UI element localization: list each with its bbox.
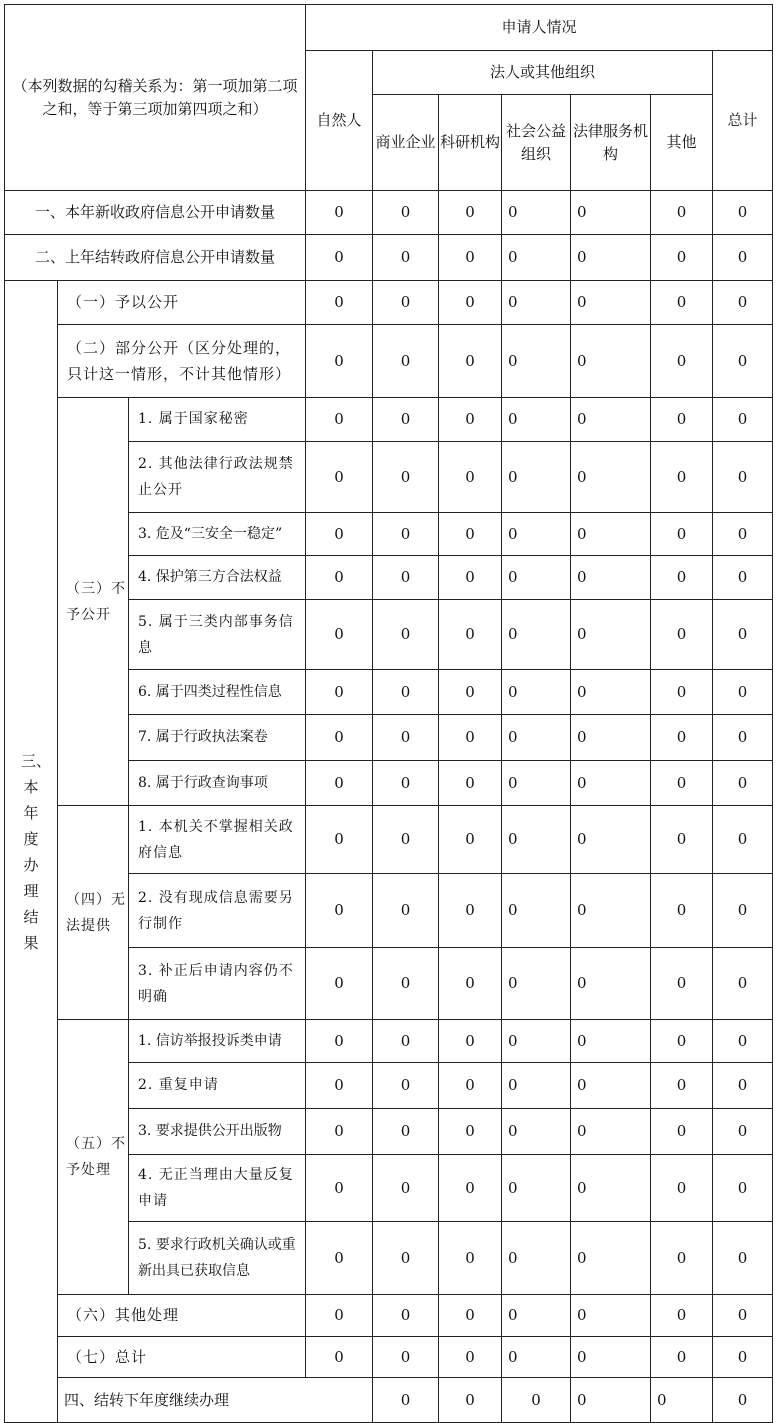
table-row: 4. 保护第三方合法权益 0 0 0 0 0 0 0 <box>5 556 773 600</box>
table-row: （五）不予处理 1. 信访举报投诉类申请 0 0 0 0 0 0 0 <box>5 1020 773 1063</box>
table-row: （四）无法提供 1. 本机关不掌握相关政府信息 0 0 0 0 0 0 0 <box>5 806 773 874</box>
row-label: 四、结转下年度继续办理 <box>58 1378 373 1423</box>
header-applicant-situation: 申请人情况 <box>306 5 773 51</box>
group-3-label: （三）不予公开 <box>58 398 129 806</box>
table-row: 三、本年度办理结果 （一）予以公开 0 0 0 0 0 0 0 <box>5 281 773 325</box>
header-legal-services: 法律服务机构 <box>571 95 651 191</box>
header-research: 科研机构 <box>439 95 502 191</box>
header-total: 总计 <box>713 51 773 191</box>
row-label: （一）予以公开 <box>58 281 306 325</box>
table-row: 4. 无正当理由大量反复申请 0 0 0 0 0 0 0 <box>5 1155 773 1222</box>
table-row: 四、结转下年度继续办理 0 0 0 0 0 0 <box>5 1378 773 1423</box>
table-row: 8. 属于行政查询事项 0 0 0 0 0 0 0 <box>5 761 773 806</box>
table-row: （二）部分公开（区分处理的，只计这一情形，不计其他情形） 0 0 0 0 0 0 0 <box>5 325 773 398</box>
table-row: （六）其他处理 0 0 0 0 0 0 0 <box>5 1295 773 1337</box>
table-row: 3. 危及“三安全一稳定” 0 0 0 0 0 0 0 <box>5 513 773 556</box>
group-4-label: （四）无法提供 <box>58 806 129 1020</box>
table-row: （七）总计 0 0 0 0 0 0 0 <box>5 1337 773 1378</box>
table-row: 5. 要求行政机关确认或重新出具已获取信息 0 0 0 0 0 0 0 <box>5 1222 773 1295</box>
table-row: 7. 属于行政执法案卷 0 0 0 0 0 0 0 <box>5 715 773 761</box>
row-label: （七）总计 <box>58 1337 306 1378</box>
header-commercial: 商业企业 <box>373 95 439 191</box>
table-row: 二、上年结转政府信息公开申请数量 0 0 0 0 0 0 0 <box>5 235 773 281</box>
group-5-label: （五）不予处理 <box>58 1020 129 1295</box>
gov-info-disclosure-table <box>4 4 773 1423</box>
table-row: 3. 补正后申请内容仍不明确 0 0 0 0 0 0 0 <box>5 948 773 1020</box>
table-row: 3. 要求提供公开出版物 0 0 0 0 0 0 0 <box>5 1109 773 1155</box>
row-label: （六）其他处理 <box>58 1295 306 1337</box>
section-3-label: 三、本年度办理结果 <box>5 281 58 1423</box>
header-legal-orgs: 法人或其他组织 <box>373 51 713 95</box>
table-row: 一、本年新收政府信息公开申请数量 0 0 0 0 0 0 0 <box>5 191 773 235</box>
row-label: （二）部分公开（区分处理的，只计这一情形，不计其他情形） <box>58 325 306 398</box>
header-other: 其他 <box>651 95 713 191</box>
header-note: （本列数据的勾稽关系为：第一项加第二项之和，等于第三项加第四项之和） <box>5 5 306 191</box>
table-row: 2. 没有现成信息需要另行制作 0 0 0 0 0 0 0 <box>5 874 773 948</box>
table-row: 2. 其他法律行政法规禁止公开 0 0 0 0 0 0 0 <box>5 442 773 513</box>
header-natural-person: 自然人 <box>306 51 373 191</box>
table-row: 2. 重复申请 0 0 0 0 0 0 0 <box>5 1063 773 1109</box>
row-label: 二、上年结转政府信息公开申请数量 <box>5 235 306 281</box>
row-label: 一、本年新收政府信息公开申请数量 <box>5 191 306 235</box>
table-row: 5. 属于三类内部事务信息 0 0 0 0 0 0 0 <box>5 600 773 670</box>
header-public-welfare: 社会公益组织 <box>502 95 571 191</box>
table-row: 6. 属于四类过程性信息 0 0 0 0 0 0 0 <box>5 670 773 715</box>
table-row: （三）不予公开 1. 属于国家秘密 0 0 0 0 0 0 0 <box>5 398 773 442</box>
